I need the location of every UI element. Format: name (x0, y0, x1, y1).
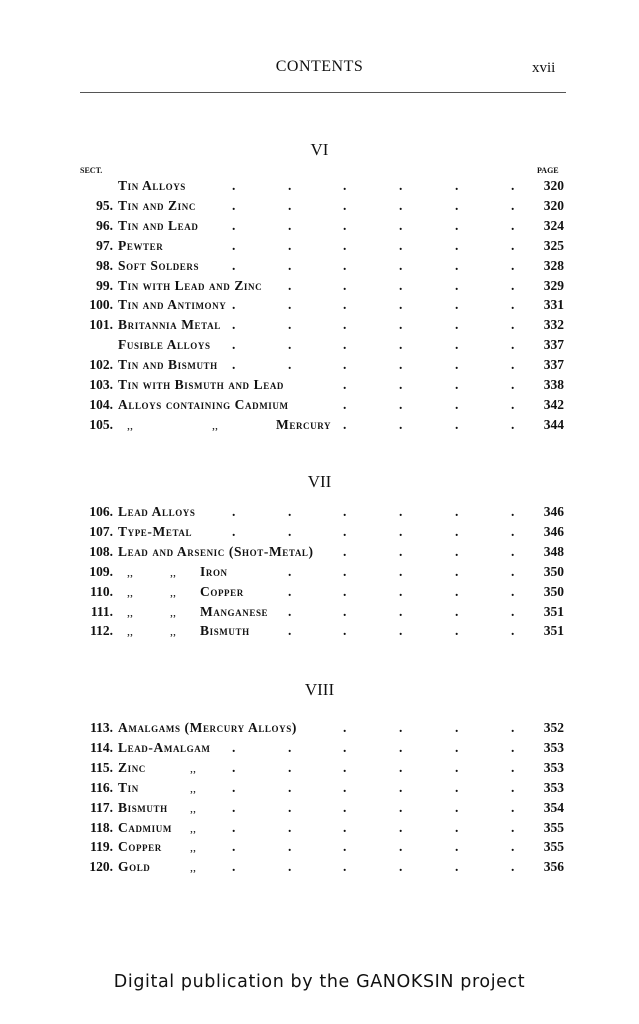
toc-entry (0, 278, 639, 298)
leader-dot: . (343, 759, 347, 775)
toc-entry (0, 544, 639, 564)
leader-dot: . (232, 523, 236, 539)
page-number: 348 (543, 543, 564, 559)
leader-dot: . (511, 623, 515, 639)
leader-dot: . (399, 859, 403, 875)
leader-dot: . (343, 839, 347, 855)
leader-dot: . (455, 416, 459, 432)
toc-entry (0, 740, 639, 760)
leader-dot: . (455, 504, 459, 519)
page-number: 350 (543, 563, 564, 579)
toc-entry (0, 504, 639, 524)
leader-dot: . (343, 396, 347, 412)
toc-entry (0, 604, 639, 624)
page-number: 346 (543, 504, 564, 519)
leader-dot: . (511, 217, 515, 233)
page-number: 353 (543, 739, 564, 755)
toc-entry (0, 800, 639, 820)
leader-dot: . (399, 377, 403, 392)
leader-dot: . (232, 217, 236, 233)
leader-dot: . (343, 603, 347, 619)
leader-dot: . (343, 739, 347, 755)
leader-dot: . (511, 859, 515, 875)
leader-dot: . (343, 583, 347, 599)
leader-dot: . (232, 839, 236, 855)
footer-credit: Digital publication by the GANOKSIN project (113, 972, 526, 992)
section-number: 116. (90, 779, 113, 795)
toc-entry (0, 564, 639, 584)
page-number: 324 (543, 217, 564, 233)
sect-column-header: SECT. (80, 166, 103, 175)
ditto-mark: ,, (170, 564, 176, 579)
leader-dot: . (288, 317, 292, 333)
page-number: 344 (543, 416, 564, 432)
leader-dot: . (511, 377, 515, 392)
leader-dot: . (288, 759, 292, 775)
toc-entry (0, 317, 639, 337)
page-number: 353 (543, 759, 564, 775)
page-number: 331 (543, 297, 564, 313)
leader-dot: . (288, 819, 292, 835)
ditto-mark: ,, (170, 584, 176, 599)
entry-title: Iron (200, 563, 228, 579)
entry-title: Tin Alloys (118, 178, 186, 193)
ditto-mark: ,, (127, 624, 133, 639)
leader-dot: . (232, 859, 236, 875)
part-heading-vi: VI (310, 140, 329, 159)
leader-dot: . (343, 357, 347, 373)
leader-dot: . (511, 257, 515, 273)
leader-dot: . (455, 799, 459, 815)
section-number: 105. (89, 416, 113, 432)
leader-dot: . (288, 563, 292, 579)
leader-dot: . (455, 839, 459, 855)
leader-dot: . (455, 357, 459, 373)
leader-dot: . (288, 504, 292, 519)
part-heading-vii: VII (307, 472, 332, 491)
leader-dot: . (455, 277, 459, 293)
leader-dot: . (399, 603, 403, 619)
toc-entry (0, 337, 639, 357)
leader-dot: . (288, 839, 292, 855)
section-number: 95. (96, 197, 113, 213)
leader-dot: . (399, 623, 403, 639)
section-number: 96. (96, 217, 113, 233)
leader-dot: . (343, 563, 347, 579)
leader-dot: . (511, 543, 515, 559)
section-number: 107. (89, 523, 113, 539)
leader-dot: . (511, 357, 515, 373)
leader-dot: . (288, 523, 292, 539)
leader-dot: . (399, 217, 403, 233)
leader-dot: . (399, 416, 403, 432)
leader-dot: . (343, 337, 347, 353)
leader-dot: . (455, 739, 459, 755)
leader-dot: . (288, 257, 292, 273)
leader-dot: . (399, 563, 403, 579)
leader-dot: . (343, 859, 347, 875)
leader-dot: . (511, 779, 515, 795)
entry-title: Tin (118, 779, 139, 795)
leader-dot: . (511, 237, 515, 253)
section-number: 112. (90, 623, 113, 639)
ditto-mark: ,, (127, 604, 133, 619)
section-number: 104. (89, 396, 113, 412)
leader-dot: . (232, 779, 236, 795)
leader-dot: . (232, 819, 236, 835)
ditto-mark: ,, (190, 860, 196, 875)
leader-dot: . (232, 197, 236, 213)
leader-dot: . (399, 819, 403, 835)
section-number: 119. (90, 839, 113, 855)
toc-entry (0, 178, 639, 198)
section-number: 99. (96, 277, 113, 293)
leader-dot: . (399, 799, 403, 815)
leader-dot: . (288, 859, 292, 875)
leader-dot: . (343, 416, 347, 432)
leader-dot: . (455, 377, 459, 392)
leader-dot: . (232, 237, 236, 253)
page-number: 356 (543, 859, 564, 875)
section-number: 114. (90, 739, 113, 755)
leader-dot: . (455, 759, 459, 775)
leader-dot: . (288, 799, 292, 815)
entry-title: Tin with Lead and Zinc (118, 277, 263, 293)
leader-dot: . (455, 859, 459, 875)
leader-dot: . (343, 504, 347, 519)
leader-dot: . (511, 583, 515, 599)
header-rule (80, 92, 566, 93)
page-number: 337 (543, 357, 564, 373)
leader-dot: . (232, 337, 236, 353)
leader-dot: . (343, 377, 347, 392)
page-number: 329 (543, 277, 564, 293)
leader-dot: . (511, 839, 515, 855)
page-number: 346 (543, 523, 564, 539)
leader-dot: . (455, 523, 459, 539)
section-number: 103. (89, 377, 113, 392)
ditto-mark: ,, (127, 564, 133, 579)
section-number: 113. (90, 720, 113, 735)
leader-dot: . (288, 603, 292, 619)
toc-entry (0, 623, 639, 643)
leader-dot: . (455, 720, 459, 735)
ditto-mark: ,, (170, 604, 176, 619)
leader-dot: . (343, 178, 347, 193)
leader-dot: . (232, 759, 236, 775)
entry-title: Fusible Alloys (118, 337, 211, 353)
ditto-mark: ,, (190, 780, 196, 795)
leader-dot: . (455, 257, 459, 273)
toc-entry (0, 524, 639, 544)
section-number: 120. (89, 859, 113, 875)
page-column-header: PAGE (537, 166, 559, 175)
leader-dot: . (455, 396, 459, 412)
leader-dot: . (399, 357, 403, 373)
toc-entry (0, 820, 639, 840)
leader-dot: . (399, 839, 403, 855)
toc-entry (0, 218, 639, 238)
leader-dot: . (343, 277, 347, 293)
page-number: xvii (532, 60, 556, 76)
page-number: 332 (543, 317, 564, 333)
entry-title: Tin and Lead (118, 217, 199, 233)
leader-dot: . (511, 799, 515, 815)
leader-dot: . (455, 317, 459, 333)
entry-title: Soft Solders (118, 257, 200, 273)
section-number: 101. (89, 317, 113, 333)
ditto-mark: ,, (190, 800, 196, 815)
section-number: 111. (90, 603, 113, 619)
leader-dot: . (288, 297, 292, 313)
toc-entry (0, 417, 639, 437)
ditto-mark: ,, (127, 417, 133, 432)
leader-dot: . (455, 603, 459, 619)
entry-title: Type-Metal (118, 523, 193, 539)
leader-dot: . (288, 739, 292, 755)
ditto-mark: ,, (127, 584, 133, 599)
leader-dot: . (511, 178, 515, 193)
page-number: 338 (543, 377, 564, 392)
ditto-mark: ,, (190, 760, 196, 775)
leader-dot: . (455, 623, 459, 639)
section-number: 98. (96, 257, 113, 273)
leader-dot: . (455, 237, 459, 253)
leader-dot: . (288, 197, 292, 213)
entry-title: Pewter (118, 237, 164, 253)
entry-title: Tin with Bismuth and Lead (118, 377, 285, 392)
entry-title: Alloys containing Cadmium (118, 396, 289, 412)
leader-dot: . (343, 237, 347, 253)
leader-dot: . (343, 799, 347, 815)
leader-dot: . (232, 178, 236, 193)
entry-title: Lead Alloys (118, 504, 196, 519)
leader-dot: . (288, 583, 292, 599)
leader-dot: . (399, 178, 403, 193)
toc-entry (0, 839, 639, 859)
toc-entry (0, 357, 639, 377)
leader-dot: . (232, 297, 236, 313)
leader-dot: . (399, 759, 403, 775)
leader-dot: . (343, 523, 347, 539)
entry-title: Bismuth (118, 799, 168, 815)
section-number: 109. (89, 563, 113, 579)
leader-dot: . (399, 523, 403, 539)
page-number: 354 (543, 799, 564, 815)
leader-dot: . (399, 197, 403, 213)
leader-dot: . (511, 396, 515, 412)
entry-title: Tin and Bismuth (118, 357, 218, 373)
toc-entry (0, 377, 639, 397)
leader-dot: . (399, 317, 403, 333)
leader-dot: . (288, 277, 292, 293)
leader-dot: . (455, 543, 459, 559)
leader-dot: . (511, 416, 515, 432)
page-number: 320 (543, 197, 564, 213)
leader-dot: . (399, 583, 403, 599)
leader-dot: . (511, 297, 515, 313)
entry-title: Bismuth (200, 623, 250, 639)
leader-dot: . (511, 317, 515, 333)
section-number: 117. (90, 799, 113, 815)
part-heading-viii: VIII (304, 680, 335, 699)
leader-dot: . (511, 277, 515, 293)
leader-dot: . (232, 504, 236, 519)
page-number: 337 (543, 337, 564, 353)
toc-entry (0, 584, 639, 604)
leader-dot: . (343, 623, 347, 639)
section-number: 118. (90, 819, 113, 835)
page-number: 328 (543, 257, 564, 273)
leader-dot: . (288, 178, 292, 193)
leader-dot: . (288, 337, 292, 353)
leader-dot: . (343, 257, 347, 273)
leader-dot: . (511, 819, 515, 835)
page-number: 351 (543, 603, 564, 619)
entry-title: Tin and Zinc (118, 197, 196, 213)
page-number: 355 (543, 839, 564, 855)
leader-dot: . (511, 759, 515, 775)
entry-title: Copper (200, 583, 244, 599)
leader-dot: . (288, 217, 292, 233)
leader-dot: . (399, 297, 403, 313)
toc-entry (0, 760, 639, 780)
entry-title: Amalgams (Mercury Alloys) (118, 720, 297, 735)
leader-dot: . (343, 297, 347, 313)
page-number: 353 (543, 779, 564, 795)
toc-entry (0, 198, 639, 218)
entry-title: Cadmium (118, 819, 172, 835)
leader-dot: . (399, 257, 403, 273)
leader-dot: . (455, 297, 459, 313)
entry-title: Copper (118, 839, 162, 855)
leader-dot: . (511, 523, 515, 539)
entry-title: Manganese (200, 603, 269, 619)
section-number: 110. (90, 583, 113, 599)
entry-title: Tin and Antimony (118, 297, 227, 313)
section-number: 108. (89, 543, 113, 559)
toc-entry (0, 297, 639, 317)
ditto-mark: ,, (170, 624, 176, 639)
leader-dot: . (343, 317, 347, 333)
leader-dot: . (399, 739, 403, 755)
leader-dot: . (399, 504, 403, 519)
leader-dot: . (399, 543, 403, 559)
section-number: 102. (89, 357, 113, 373)
toc-entry (0, 780, 639, 800)
section-number: 100. (89, 297, 113, 313)
section-number: 106. (89, 504, 113, 519)
leader-dot: . (399, 277, 403, 293)
leader-dot: . (288, 779, 292, 795)
leader-dot: . (288, 623, 292, 639)
leader-dot: . (343, 543, 347, 559)
leader-dot: . (399, 779, 403, 795)
toc-entry (0, 720, 639, 740)
entry-title: Britannia Metal (118, 317, 221, 333)
entry-title: Mercury (276, 416, 332, 432)
leader-dot: . (232, 257, 236, 273)
leader-dot: . (399, 720, 403, 735)
page-number: 350 (543, 583, 564, 599)
leader-dot: . (288, 357, 292, 373)
toc-entry (0, 238, 639, 258)
leader-dot: . (232, 799, 236, 815)
leader-dot: . (455, 583, 459, 599)
leader-dot: . (511, 563, 515, 579)
entry-title: Zinc (118, 759, 146, 775)
ditto-mark: ,, (190, 840, 196, 855)
toc-entry (0, 859, 639, 879)
running-title: CONTENTS (275, 58, 364, 75)
leader-dot: . (399, 337, 403, 353)
ditto-mark: ,, (190, 820, 196, 835)
leader-dot: . (511, 337, 515, 353)
leader-dot: . (399, 396, 403, 412)
leader-dot: . (511, 603, 515, 619)
page-number: 342 (543, 396, 564, 412)
section-number: 97. (96, 237, 113, 253)
leader-dot: . (511, 720, 515, 735)
entry-title: Lead and Arsenic (Shot-Metal) (118, 543, 314, 559)
leader-dot: . (399, 237, 403, 253)
leader-dot: . (511, 739, 515, 755)
leader-dot: . (455, 779, 459, 795)
entry-title: Gold (118, 859, 151, 875)
leader-dot: . (455, 563, 459, 579)
entry-title: Lead-Amalgam (118, 739, 211, 755)
leader-dot: . (455, 197, 459, 213)
leader-dot: . (343, 217, 347, 233)
toc-entry (0, 397, 639, 417)
leader-dot: . (455, 217, 459, 233)
leader-dot: . (343, 720, 347, 735)
page-number: 352 (543, 720, 564, 735)
page-number: 351 (543, 623, 564, 639)
leader-dot: . (232, 357, 236, 373)
page-number: 320 (543, 178, 564, 193)
page-number: 325 (543, 237, 564, 253)
leader-dot: . (343, 819, 347, 835)
leader-dot: . (455, 337, 459, 353)
leader-dot: . (343, 779, 347, 795)
leader-dot: . (232, 317, 236, 333)
leader-dot: . (232, 739, 236, 755)
ditto-mark: ,, (212, 417, 218, 432)
leader-dot: . (343, 197, 347, 213)
toc-entry (0, 258, 639, 278)
leader-dot: . (455, 178, 459, 193)
section-number: 115. (90, 759, 113, 775)
leader-dot: . (511, 197, 515, 213)
leader-dot: . (455, 819, 459, 835)
page-number: 355 (543, 819, 564, 835)
leader-dot: . (511, 504, 515, 519)
leader-dot: . (288, 237, 292, 253)
